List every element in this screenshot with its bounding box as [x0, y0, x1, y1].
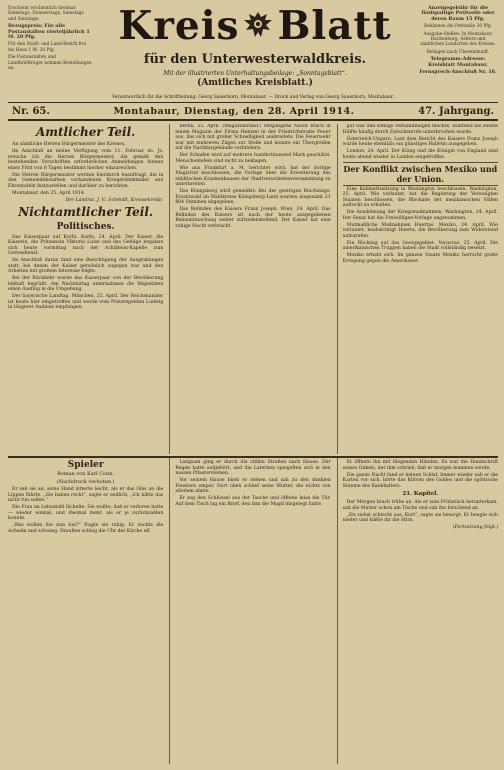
- newspaper-subtitle: für den Unterwesterwaldkreis.: [143, 52, 367, 67]
- news-paragraph: Der Schaden wird auf mehrere hunderttausend Mark geschätzt. Menschenleben sind nicht zu beklagen.: [175, 153, 331, 164]
- continuation-note: (Fortsetzung folgt.): [452, 525, 498, 530]
- story-paragraph: „Was wollen Sie nun tun?“ fragte sie ruhig. Er zuckte die Achseln und schwieg. Draußen schlug die Uhr der Kirche elf.: [8, 523, 164, 534]
- official-paragraph: Die Herren Bürgermeister werden hierdurch beauftragt, die in den Gemeindebezirken vorhandenen Kriegerdenkmäler und Ehrentafeln festzustellen und darüber zu berichten.: [8, 172, 164, 189]
- dateline: [8, 103, 498, 121]
- feuilleton-section: [8, 456, 498, 764]
- conflict-paragraph: Ein Rückzug auf das Georgsgebiet. Veracruz, 25. April. Die amerikanischen Truppen haben die Stadt vollständig besetzt.: [342, 240, 498, 251]
- news-paragraph: Das Königsberg wird gemeldet: Bei der gestrigen Reichstags-Ersatzwahl im Wahlkreise Königsberg-Land wurden insgesamt 21 804 Stimmen abgegeben.: [175, 189, 331, 205]
- chapter-heading: 21. Kapitel.: [402, 491, 439, 497]
- conflict-paragraph: Mutmaßliche Maßnahmen Huertas. Mexiko, 24. April. Wie verlautet, beabsichtigt Huerta, die Bevölkerung zum Widerstand aufzurufen.: [342, 222, 498, 239]
- conflict-paragraph: Die Ausdehnung der Kriegsmaßnahmen. Washington, 24. April. Der Senat hat die Freiwilligen-Vorlage angenommen.: [342, 210, 498, 221]
- nonofficial-section-heading: Nichtamtlicher Teil.: [18, 204, 154, 219]
- official-paragraph: Montabaur, den 25. April 1914.: [12, 190, 86, 196]
- column-2: [169, 124, 330, 454]
- column-1: [8, 124, 163, 454]
- left-info-1: Bezugspreis: Für alle Postanstalten vierteljährlich 1 M. 20 Pfg.: [8, 23, 90, 41]
- political-section-heading: Politisches.: [56, 221, 115, 232]
- issue-number: Nr. 65.: [12, 105, 50, 117]
- political-paragraph: Der bayerische Landtag. München, 25. April. Der Reichskanzler ist heute hier eingetroffen und wurde vom Prinzregenten Ludwig in längerer Audienz empfangen.: [8, 294, 164, 310]
- column-3: [337, 124, 498, 454]
- political-paragraph: Bei der Rückkehr wurde das Kaiserpaar von der Bevölkerung lebhaft begrüßt. Am Nachmittag unternahmen die Majestäten einen Ausflug in die Umgebung.: [8, 276, 164, 292]
- story-reprint-note: (Nachdruck verboten.): [56, 479, 115, 485]
- news-paragraph: London, 24. April. Der König und die Königin von England sind heute abend wieder in London eingetroffen.: [342, 149, 498, 160]
- feuilleton-column-3: [337, 458, 498, 764]
- political-paragraph: Im Anschluß daran fand eine Besichtigung der Ausgrabungen statt, bei denen der Kaiser persönlich zugegen war und den Arbeiten mit großem Interesse folgte.: [8, 258, 164, 274]
- right-info-5: Fernsprech-Anschluß Nr. 16.: [419, 69, 497, 76]
- story-paragraph: Er sah sie an, seine Hand zitterte leicht, als er das Glas an die Lippen führte. „Sie haben recht“, sagte er endlich, „ich hätte das nicht tun sollen.“: [8, 487, 164, 503]
- feuilleton-column-2: [169, 458, 330, 764]
- masthead: [8, 4, 498, 103]
- story-paragraph: Die ganze Nacht fand er keinen Schlaf. Immer wieder sah er die Karten vor sich, hörte das Klirren des Goldes und die spöttische Stimme des Bankhalters.: [342, 472, 498, 489]
- place-and-date: Montabaur, Dienstag, den 28. April 1914.: [113, 105, 355, 117]
- right-info-4: Telegramm-Adresse: Kreisblatt Montabaur.: [428, 56, 488, 68]
- newspaper-tagline: Mit der illustrierten Unterhaltungsbeilage: „Sonntagsblatt“.: [163, 70, 347, 77]
- publisher-line: Verantwortlich für die Schriftleitung: Georg Sauerborn, Montabaur. — Druck und Verlag von Georg Sauerborn, Montabaur.: [111, 95, 395, 100]
- story-paragraph: Vor seinem Hause blieb er stehen und sah zu den dunklen Fenstern empor. Dort oben schlief seine Mutter, die nichts von alledem ahnte.: [175, 478, 331, 494]
- official-section-heading: Amtlicher Teil.: [36, 125, 136, 139]
- conflict-paragraph: Eine Kabinettssitzung in Washington beschlossen. Washington, 25. April. Wie verlautet, hat die Regierung der Vereinigten Staaten beschlossen, die Blockade der mexikanischen Häfen aufrecht zu erhalten.: [342, 186, 498, 208]
- story-paragraph: Die Frau im Lehnstuhl lächelte. Sie wußte, daß er verloren hatte — wieder einmal, und diesmal mehr, als er je zurückzahlen konnte.: [8, 505, 164, 521]
- subscription-info-box: [8, 6, 92, 73]
- official-signature: Der Landrat. J. V.: Schmidt, Kreissekretär.: [65, 197, 164, 203]
- story-title: Spieler: [67, 460, 104, 470]
- eagle-crest-icon: [241, 7, 275, 51]
- left-info-0: Erscheint wöchentlich dreimal: Dienstags, Donnerstags, Samstags und Sonntags.: [8, 6, 84, 22]
- official-label: (Amtliches Kreisblatt.): [197, 78, 313, 88]
- news-columns: [8, 124, 498, 454]
- official-paragraph: An sämtliche Herren Bürgermeister des Kreises.: [12, 142, 126, 147]
- title-block: [100, 4, 410, 89]
- advertising-info-box: [418, 6, 498, 77]
- feuilleton-column-1: [8, 458, 163, 764]
- news-paragraph: Wie aus Frankfurt a. M. berichtet wird, hat der dortige Magistrat beschlossen, die Vorlage über die Erweiterung des städtischen Krankenhauses der Stadtverordnetenversammlung zu unterbreiten.: [175, 165, 331, 187]
- left-info-3: Die Postanstalten und Landbriefträger nehmen Bestellungen an.: [8, 55, 92, 72]
- conflict-paragraph: Mexiko erhebt sich. Im ganzen Staate Mexiko herrscht große Erregung gegen die Amerikaner.: [342, 253, 498, 264]
- conflict-article-heading: Der Konflikt zwischen Mexiko und der Union.: [343, 163, 498, 184]
- story-paragraph: Er öffnete ihn mit fliegenden Händen. Es war die Handschrift seines Onkels, der ihm schrieb, daß er morgen kommen werde.: [342, 460, 498, 471]
- news-paragraph: Berlin, 25. April. (Magazinbrand.) Vergangene Nacht brach in einem Magazin der Firma Hentzel in der Friedrichstraße Feuer aus, das sich mit großer Schnelligkeit ausbreitete. Die Feuerwehr war mit mehreren Zügen zur Stelle und konnte ein Übergreifen auf die Nachbargebäude verhindern.: [175, 124, 331, 151]
- political-paragraph: Das Kaiserpaar auf Korfu. Korfu, 24. April. Der Kaiser, die Kaiserin, die Prinzessin Viktoria Luise und das Gefolge begaben sich heute vormittag nach der Achilleion-Kapelle zum Gottesdienst.: [8, 234, 164, 256]
- official-paragraph: Im Anschluß an meine Verfügung vom 11. Februar ds. Js. ersuche ich die Herren Bürgermeister, die gemäß den bestehenden Vorschriften erforderlichen Anmeldungen binnen einer Frist von 8 Tagen bestimmt hierher einzureichen.: [8, 149, 164, 171]
- news-paragraph: Das Befinden des Kaisers Franz Joseph. Wien, 24. April. Das Befinden des Kaisers ist nach der heute ausgegebenen Bekanntmachung weiter zufriedenstellend. Der Kaiser hat eine ruhige Nacht verbracht.: [175, 207, 331, 229]
- news-paragraph: Österreich-Ungarn. Laut dem Bericht des Kaisers Franz Joseph wurde heute ebenfalls ein günstiges Bulletin ausgegeben.: [342, 136, 498, 147]
- story-paragraph: Er zog den Schlüssel aus der Tasche und öffnete leise die Tür. Auf dem Tisch lag ein Brief, den ihm die Magd hingelegt hatte.: [175, 496, 331, 507]
- left-info-2: Für den Stadt- und Land-Bezirk frei ins Haus 1 M. 20 Pfg.: [8, 42, 87, 53]
- story-paragraph: Langsam ging er durch die stillen Straßen nach Hause. Der Regen hatte aufgehört, und die Laternen spiegelten sich in den nassen Pflastersteinen.: [175, 460, 331, 476]
- title-left: Kreis: [118, 3, 240, 49]
- volume-number: 47. Jahrgang.: [418, 105, 494, 117]
- right-info-0: Anzeigegebühr für die fünfspaltige Petitzeile oder deren Raum 15 Pfg.: [421, 5, 495, 22]
- story-paragraph: Der Morgen brach trübe an. Als er zum Frühstück herunterkam, saß die Mutter schon am Tische und sah ihn forschend an.: [342, 500, 498, 511]
- title-right: Blatt: [277, 3, 392, 49]
- right-info-3: Beilagen nach Übereinkunft.: [426, 49, 490, 55]
- right-info-2: Ausgabe-Stellen: In Montabaur, Hachenburg, Selters und sämtlichen Landorten des Kreises.: [420, 31, 496, 48]
- news-paragraph: gut war und wenige Verhandlungen machte, während die zweite Hälfte häufig durch Zwischenrufe unterbrochen wurde.: [342, 124, 498, 135]
- newspaper-title: [100, 4, 410, 51]
- right-info-1: Reklamen die Petitzeile 30 Pfg.: [423, 24, 493, 30]
- story-author: Roman von Karl Conn.: [57, 471, 115, 477]
- story-paragraph: „Du siehst schlecht aus, Kurt“, sagte sie besorgt. Er beugte sich nieder und küßte ihr die Stirn.: [342, 512, 498, 523]
